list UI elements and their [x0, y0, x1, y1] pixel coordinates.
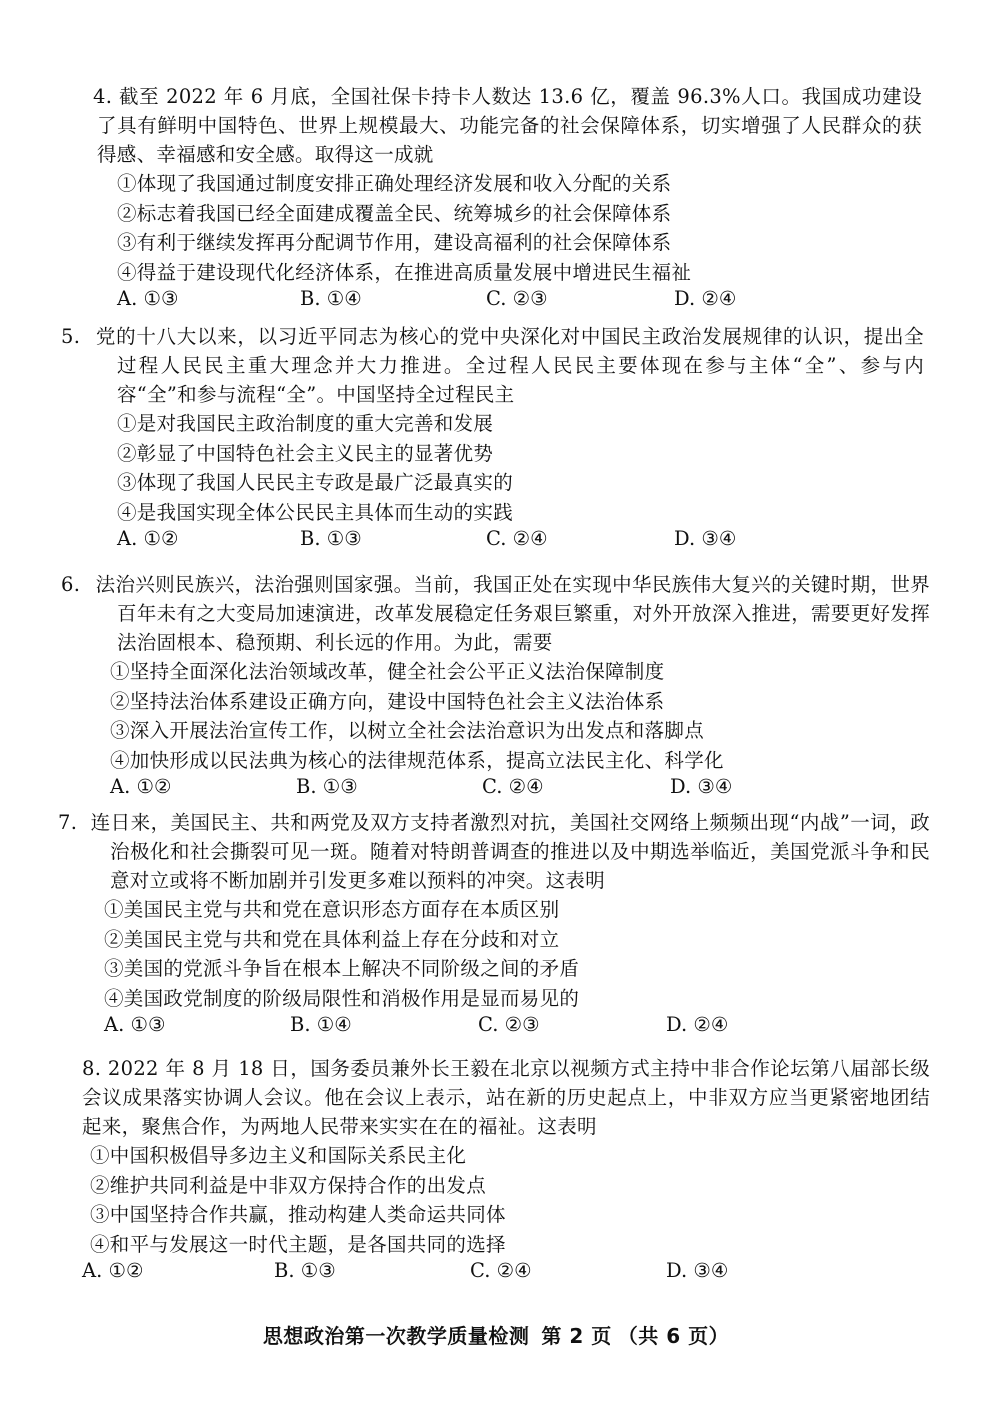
statement-4: ④和平与发展这一时代主题，是各国共同的选择	[90, 1232, 506, 1256]
question-number: 8.	[82, 1057, 102, 1080]
choice-a[interactable]: A. ①③	[104, 1013, 166, 1036]
question-7	[0, 808, 992, 1043]
statement-1: ①体现了我国通过制度安排正确处理经济发展和收入分配的关系	[117, 172, 672, 195]
footer-page-number: 第 2 页	[541, 1324, 612, 1348]
question-4	[0, 82, 992, 317]
statement-4: ④是我国实现全体公民民主具体而生动的实践	[117, 500, 514, 524]
choice-b[interactable]: B. ①③	[296, 775, 358, 798]
choice-d[interactable]: D. ③④	[674, 527, 737, 550]
statement-4: ④加快形成以民法典为核心的法律规范体系，提高立法民主化、科学化	[110, 748, 724, 772]
choice-c[interactable]: C. ②④	[486, 527, 548, 550]
choice-d[interactable]: D. ②④	[666, 1013, 729, 1036]
question-stem: 6. 法治兴则民族兴，法治强则国家强。当前，我国正处在实现中华民族伟大复兴的关键时期，世界百年未有之大变局加速演进，改革发展稳定任务艰巨繁重，对外开放深入推进，需要更好发挥法治固根本、稳预期、利长远的作用。为此，需要	[61, 573, 931, 654]
statement-4: ④美国政党制度的阶级局限性和消极作用是显而易见的	[104, 986, 580, 1010]
question-text: 2022 年 8 月 18 日，国务委员兼外长王毅在北京以视频方式主持中非合作论坛第八届部长级会议成果落实协调人会议。他在会议上表示，站在新的历史起点上，中非双方应当更紧密地团结起来，聚焦合作，为两地人民带来实实在在的福祉。这表明	[82, 1057, 930, 1138]
choice-d[interactable]: D. ③④	[666, 1259, 729, 1282]
statement-2: ②美国民主党与共和党在具体利益上存在分歧和对立	[104, 927, 560, 951]
statement-3: ③有利于继续发挥再分配调节作用，建设高福利的社会保障体系	[117, 231, 672, 254]
statement-3: ③中国坚持合作共赢，推动构建人类命运共同体	[90, 1203, 506, 1226]
page-footer	[0, 1320, 992, 1349]
question-6	[0, 570, 992, 805]
choice-d[interactable]: D. ③④	[670, 775, 733, 798]
choice-a[interactable]: A. ①②	[110, 775, 172, 798]
question-stem: 7. 连日来，美国民主、共和两党及双方支持者激烈对抗，美国社交网络上频频出现“内战”一词，政治极化和社会撕裂可见一斑。随着对特朗普调查的推进以及中期选举临近，美国党派斗争和民意对立或将不断加剧并引发更多难以预料的冲突。这表明	[58, 811, 930, 892]
choice-b[interactable]: B. ①④	[290, 1013, 352, 1036]
choice-a[interactable]: A. ①③	[117, 287, 179, 310]
statement-2: ②坚持法治体系建设正确方向，建设中国特色社会主义法治体系	[110, 689, 665, 713]
choice-a[interactable]: A. ①②	[82, 1259, 144, 1282]
choice-c[interactable]: C. ②④	[470, 1259, 532, 1282]
footer-subject: 思想政治第一次教学质量检测	[262, 1324, 530, 1348]
question-number: 4.	[93, 85, 113, 108]
question-stem	[0, 82, 992, 169]
statement-3: ③体现了我国人民民主专政是最广泛最真实的	[117, 471, 514, 494]
answer-choices	[0, 1013, 992, 1043]
question-stem: 5. 党的十八大以来，以习近平同志为核心的党中央深化对中国民主政治发展规律的认识，提出全过程人民民主重大理念并大力推进。全过程人民民主要体现在参与主体“全”、参与内容“全”和参与流程“全”。中国坚持全过程民主	[61, 325, 924, 406]
question-text: 法治兴则民族兴，法治强则国家强。当前，我国正处在实现中华民族伟大复兴的关键时期，世界百年未有之大变局加速演进，改革发展稳定任务艰巨繁重，对外开放深入推进，需要更好发挥法治固根本、稳预期、利长远的作用。为此，需要	[95, 573, 931, 654]
statement-4: ④得益于建设现代化经济体系，在推进高质量发展中增进民生福祉	[117, 260, 692, 284]
statement-2: ②维护共同利益是中非双方保持合作的出发点	[90, 1173, 487, 1197]
statement-2: ②标志着我国已经全面建成覆盖全民、统筹城乡的社会保障体系	[117, 201, 672, 225]
statement-3: ③美国的党派斗争旨在根本上解决不同阶级之间的矛盾	[104, 957, 580, 980]
answer-choices	[0, 287, 992, 317]
statement-2: ②彰显了中国特色社会主义民主的显著优势	[117, 441, 494, 465]
statement-1: ①坚持全面深化法治领域改革，健全社会公平正义法治保障制度	[110, 660, 665, 683]
statement-1: ①中国积极倡导多边主义和国际关系民主化	[90, 1144, 467, 1167]
choice-c[interactable]: C. ②③	[486, 287, 548, 310]
footer-total-pages: （共 6 页）	[617, 1324, 730, 1348]
question-text: 截至 2022 年 6 月底，全国社保卡持卡人数达 13.6 亿，覆盖 96.3%人口。我国成功建设了具有鲜明中国特色、世界上规模最大、功能完备的社会保障体系，切实增强了人民群众的获得感、幸福感和安全感。取得这一成就	[97, 85, 922, 166]
question-text: 党的十八大以来，以习近平同志为核心的党中央深化对中国民主政治发展规律的认识，提出全过程人民民主重大理念并大力推进。全过程人民民主要体现在参与主体“全”、参与内容“全”和参与流程“全”。中国坚持全过程民主	[95, 325, 924, 406]
question-text: 连日来，美国民主、共和两党及双方支持者激烈对抗，美国社交网络上频频出现“内战”一词，政治极化和社会撕裂可见一斑。随着对特朗普调查的推进以及中期选举临近，美国党派斗争和民意对立或将不断加剧并引发更多难以预料的冲突。这表明	[90, 811, 930, 892]
choice-c[interactable]: C. ②③	[478, 1013, 540, 1036]
choice-b[interactable]: B. ①③	[300, 527, 362, 550]
question-8	[0, 1054, 992, 1289]
question-stem	[0, 1054, 992, 1141]
choice-b[interactable]: B. ①④	[300, 287, 362, 310]
answer-choices	[0, 1259, 992, 1289]
statement-3: ③深入开展法治宣传工作，以树立全社会法治意识为出发点和落脚点	[110, 719, 705, 742]
answer-choices	[0, 527, 992, 557]
choice-b[interactable]: B. ①③	[274, 1259, 336, 1282]
choice-d[interactable]: D. ②④	[674, 287, 737, 310]
question-5	[0, 322, 992, 557]
answer-choices	[0, 775, 992, 805]
choice-c[interactable]: C. ②④	[482, 775, 544, 798]
statement-1: ①美国民主党与共和党在意识形态方面存在本质区别	[104, 898, 560, 921]
statement-1: ①是对我国民主政治制度的重大完善和发展	[117, 412, 494, 435]
choice-a[interactable]: A. ①②	[117, 527, 179, 550]
